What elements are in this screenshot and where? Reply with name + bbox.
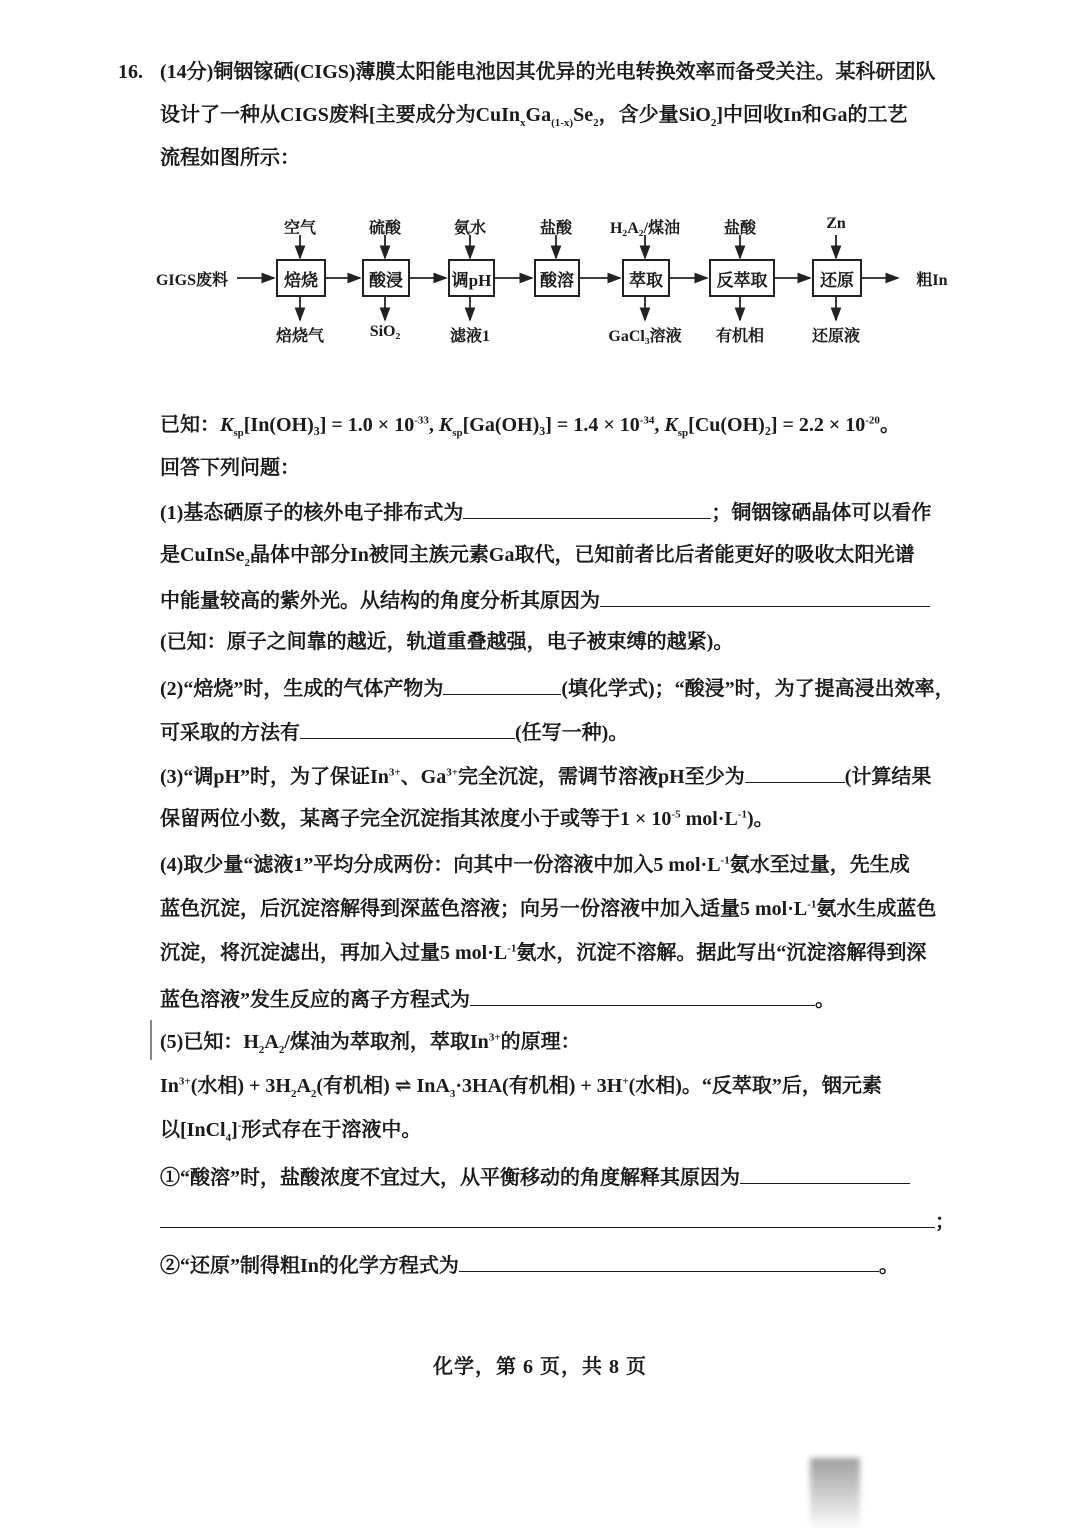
flow-feed-label: 硫酸	[368, 220, 402, 237]
q1-line-3	[160, 584, 960, 616]
answer-blank[interactable]	[740, 1161, 910, 1184]
page-footer: 化学，第 6 页，共 8 页	[433, 1356, 647, 1378]
q1-text: (1)基态硒原子的核外电子排布式为	[160, 502, 464, 524]
q3-text: mol·L	[680, 808, 738, 830]
q5-text: ]	[231, 1119, 238, 1141]
superscript: 3+	[488, 1031, 501, 1044]
flow-feed-label: 空气	[283, 220, 317, 237]
q2-text: (任写一种)。	[515, 722, 629, 744]
q4-line-2	[160, 894, 960, 924]
ksp-symbol: K	[220, 414, 234, 436]
known-prefix: 已知：	[160, 414, 220, 436]
q1-line-2	[160, 540, 960, 570]
q5-text: A	[264, 1031, 279, 1053]
q3-text: (3)“调pH”时，为了保证In	[160, 766, 389, 788]
ksp-value: [In(OH)₃] = 1.0 × 10	[243, 414, 415, 436]
q5-equilibrium-line	[160, 1071, 960, 1101]
superscript: -	[237, 1119, 242, 1132]
superscript: -1	[737, 808, 747, 821]
subscript: 2	[710, 117, 717, 129]
subscript: 2	[290, 1088, 297, 1100]
exponent: -34	[639, 414, 655, 427]
q2-text: (填化学式)；“酸浸”时，为了提高浸出效率，	[561, 678, 955, 700]
flow-step-adjust-ph: 调pH	[448, 259, 495, 297]
flow-output-product: 滤液1	[449, 328, 491, 345]
q3-text: )。	[746, 808, 774, 830]
superscript: -1	[807, 898, 817, 911]
flow-output-product: 还原液	[811, 328, 861, 345]
q3-text: 保留两位小数，某离子完全沉淀指其浓度小于或等于1 × 10	[160, 808, 672, 830]
q2-text: 可采取的方法有	[160, 722, 300, 744]
q5-subq-1-cont	[160, 1205, 960, 1237]
q4-text: 氨水，沉淀不溶解。据此写出“沉淀溶解得到深	[516, 942, 927, 964]
subscript: 2	[278, 1044, 285, 1056]
period: 。	[879, 414, 900, 436]
q4-text: 蓝色溶液”发生反应的离子方程式为	[160, 989, 470, 1011]
answer-blank[interactable]	[459, 1249, 879, 1272]
question-intro-line-3	[160, 143, 960, 173]
answer-blank[interactable]	[600, 584, 930, 607]
q5-line-3	[160, 1115, 960, 1145]
q5-text: 的原理：	[500, 1031, 581, 1053]
scan-smear-mark	[810, 1458, 860, 1528]
q1-note: (已知：原子之间靠的越近，轨道重叠越强，电子被束缚的越紧)。	[160, 631, 734, 653]
q1-text: ；铜铟镓硒晶体可以看作	[711, 502, 932, 524]
q1-text: 中能量较高的紫外光。从结构的角度分析其原因为	[160, 590, 600, 612]
q3-text: 完全沉淀，需调节溶液pH至少为	[458, 766, 745, 788]
q5-text: 形式存在于溶液中。	[241, 1119, 422, 1141]
subscript: 3	[449, 1088, 456, 1100]
flow-input-label: GIGS废料	[155, 272, 229, 289]
flow-step-extract: 萃取	[622, 259, 670, 297]
q2-text: (2)“焙烧”时，生成的气体产物为	[160, 678, 444, 700]
flow-output-product: GaCl₃溶液	[608, 328, 682, 345]
q5-text: A	[296, 1075, 311, 1097]
question-number: 16.	[118, 61, 143, 83]
subscript: sp	[233, 427, 244, 439]
flow-step-acid-leach: 酸浸	[362, 259, 410, 297]
q5-text: (水相)。“反萃取”后，铟元素	[628, 1075, 882, 1097]
answer-blank[interactable]	[463, 496, 711, 519]
flow-step-back-extract: 反萃取	[709, 259, 775, 297]
flow-output-label: 粗In	[916, 272, 948, 289]
subscript: sp	[677, 427, 689, 439]
flow-step-acid-dissolve: 酸溶	[534, 259, 580, 297]
q4-line-1	[160, 850, 960, 880]
flow-step-reduce: 还原	[812, 259, 862, 297]
q4-text: 蓝色沉淀，后沉淀溶解得到深蓝色溶液；向另一份溶液中加入适量5 mol·L	[160, 898, 808, 920]
ksp-symbol: K	[664, 414, 678, 436]
intro-text: Se	[573, 104, 594, 126]
intro-text: Ga	[525, 104, 552, 126]
process-flowchart	[150, 205, 970, 355]
answer-blank[interactable]	[745, 760, 845, 783]
intro-text: (14分)铜铟镓硒(CIGS)薄膜太阳能电池因其优异的光电转换效率而备受关注。某科研团队	[160, 61, 936, 83]
q5-text: (水相) + 3H	[190, 1075, 291, 1097]
q5-text: 。	[878, 1255, 899, 1277]
q4-line-3	[160, 938, 960, 968]
q5-text: (有机相) ⇌ InA	[316, 1075, 450, 1097]
subscript: (1-x)	[551, 117, 574, 129]
q3-line-2	[160, 804, 960, 834]
subscript: 4	[225, 1132, 232, 1144]
flow-feed-label: 氨水	[453, 220, 487, 237]
flow-feed-label: H₂A₂/煤油	[609, 220, 681, 237]
q5-subq-1	[160, 1161, 960, 1193]
q5-text: ；	[935, 1211, 955, 1233]
answer-blank[interactable]	[300, 716, 515, 739]
flow-feed-label: 盐酸	[539, 220, 573, 237]
superscript: 3+	[388, 766, 401, 779]
q2-line-2	[160, 716, 960, 748]
flow-output-product: 有机相	[715, 328, 765, 345]
question-intro-line-1	[118, 57, 960, 87]
ksp-symbol: K	[438, 414, 453, 436]
answer-blank[interactable]	[443, 672, 561, 695]
subscript: sp	[452, 427, 463, 439]
answer-blank[interactable]	[470, 983, 815, 1006]
q5-text: 以[InCl	[160, 1119, 226, 1141]
q4-text: 氨水生成蓝色	[816, 898, 937, 920]
intro-text: ，含少量SiO	[598, 104, 711, 126]
intro-text: ]中回收In和Ga的工艺	[716, 104, 908, 126]
flow-output-product: 焙烧气	[275, 328, 325, 345]
q5-subq-2	[160, 1249, 960, 1281]
intro-text: 设计了一种从CIGS废料[主要成分为CuIn	[160, 104, 521, 126]
intro-text: 流程如图所示：	[160, 147, 300, 169]
exponent: -33	[414, 414, 429, 427]
ksp-value: [Ga(OH)₃] = 1.4 × 10	[462, 414, 640, 436]
known-ksp-line: 已知：$K_{sp}[In(OH)_3] = 1.0 \times 10^{-33}$, $K_{sp}[Ga(OH)_3] = 1.4 \times 10^{-34}$, $K_{sp}[Cu(OH)_2] = 2.2 \times 10^{-20}$。	[160, 414, 900, 439]
q3-text: 、Ga	[400, 766, 447, 788]
q1-text: 是CuInSe	[160, 544, 245, 566]
q5-text: In	[160, 1075, 179, 1097]
subscript: 2	[310, 1088, 317, 1100]
superscript: -1	[507, 942, 517, 955]
superscript: +	[622, 1075, 629, 1088]
subscript: 2	[593, 117, 599, 129]
q4-text: 沉淀，将沉淀滤出，再加入过量5 mol·L	[160, 942, 508, 964]
superscript: 3+	[446, 766, 459, 779]
ksp-value: [Cu(OH)₂] = 2.2 × 10	[688, 414, 866, 436]
subscript: 2	[258, 1044, 265, 1056]
subscript: 2	[244, 557, 250, 569]
subscript: x	[520, 117, 526, 129]
q2-line-1	[160, 672, 960, 704]
q5-line-1	[160, 1027, 960, 1057]
superscript: 3+	[178, 1075, 191, 1088]
q1-line-1	[160, 496, 960, 528]
exponent: -20	[865, 414, 880, 427]
q5-text: ②“还原”制得粗In的化学方程式为	[160, 1255, 459, 1277]
q3-line-1	[160, 760, 960, 792]
q5-text: ①“酸溶”时，盐酸浓度不宜过大，从平衡移动的角度解释其原因为	[160, 1167, 740, 1189]
q5-text: ·3HA(有机相) + 3H	[455, 1075, 623, 1097]
q4-text: 。	[815, 989, 835, 1011]
scan-edge-mark	[150, 1020, 152, 1060]
superscript: -1	[720, 854, 730, 867]
q1-text: 晶体中部分In被同主族元素Ga取代，已知前者比后者能更好的吸收太阳光谱	[249, 544, 915, 566]
q4-text: (4)取少量“滤液1”平均分成两份：向其中一份溶液中加入5 mol·L	[160, 854, 721, 876]
q5-text: (5)已知：H	[160, 1031, 259, 1053]
answer-prompt: 回答下列问题：	[160, 457, 300, 479]
flow-feed-label: Zn	[826, 215, 846, 232]
q3-text: (计算结果	[844, 766, 932, 788]
superscript: -5	[671, 808, 681, 821]
flow-output-product: SiO₂	[369, 323, 401, 340]
answer-blank[interactable]	[160, 1205, 935, 1228]
flow-feed-label: 盐酸	[723, 220, 757, 237]
flow-step-roast: 焙烧	[276, 259, 326, 297]
q5-text: /煤油为萃取剂，萃取In	[284, 1031, 489, 1053]
question-intro-line-2	[160, 100, 960, 130]
q4-line-4	[160, 983, 960, 1015]
q4-text: 氨水至过量，先生成	[729, 854, 910, 876]
